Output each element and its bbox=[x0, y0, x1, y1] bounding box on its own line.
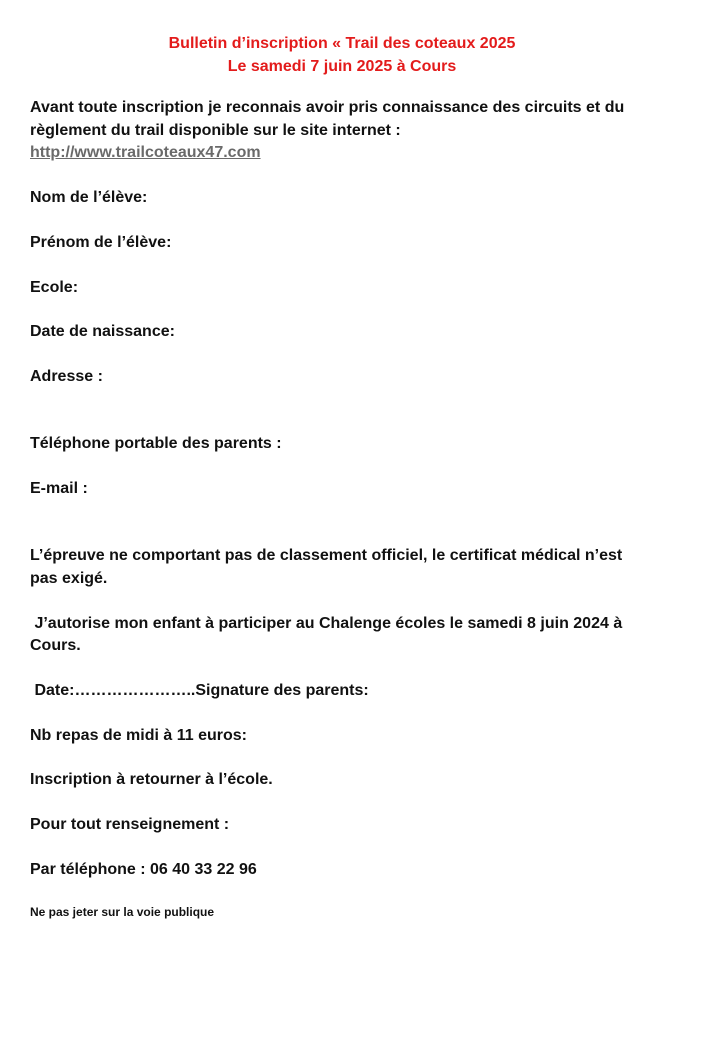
form-subtitle-date: Le samedi 7 juin 2025 à Cours bbox=[227, 58, 457, 75]
repas-line: Nb repas de midi à 11 euros: bbox=[30, 727, 247, 744]
field-email: E-mail : bbox=[30, 480, 88, 497]
field-nom: Nom de l’élève: bbox=[30, 189, 148, 206]
renseignement-line: Pour tout renseignement : bbox=[30, 816, 230, 833]
certificat-notice-line-1: L’épreuve ne comportant pas de classement officiel, le certificat médical n’est bbox=[30, 547, 623, 564]
website-link[interactable]: http://www.trailcoteaux47.com bbox=[30, 144, 261, 161]
retour-line: Inscription à retourner à l’école. bbox=[30, 771, 273, 788]
field-adresse: Adresse : bbox=[30, 368, 103, 385]
intro-link-row bbox=[30, 142, 650, 164]
intro-line-2: règlement du trail disponible sur le site internet : bbox=[30, 122, 401, 139]
intro-line-1: Avant toute inscription je reconnais avoir pris connaissance des circuits et du bbox=[30, 99, 625, 116]
certificat-notice-line-2: pas exigé. bbox=[30, 570, 108, 587]
footer-notice: Ne pas jeter sur la voie publique bbox=[30, 905, 215, 919]
field-date-naissance: Date de naissance: bbox=[30, 323, 175, 340]
field-telephone: Téléphone portable des parents : bbox=[30, 435, 282, 452]
field-prenom: Prénom de l’élève: bbox=[30, 234, 172, 251]
autorisation-line-1: J’autorise mon enfant à participer au Chalenge écoles le samedi 8 juin 2024 à bbox=[30, 615, 623, 632]
date-signature-line: Date:…………………..Signature des parents: bbox=[30, 682, 369, 699]
contact-phone-line: Par téléphone : 06 40 33 22 96 bbox=[30, 861, 257, 878]
form-title: Bulletin d’inscription « Trail des coteaux 2025 bbox=[168, 35, 516, 52]
field-ecole: Ecole: bbox=[30, 279, 79, 296]
autorisation-line-2: Cours. bbox=[30, 637, 81, 654]
